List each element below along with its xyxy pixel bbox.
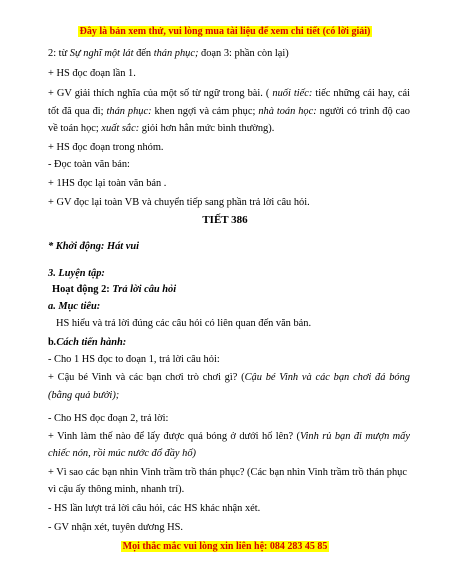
header-banner: Đây là bản xem thử, vui lòng mua tài liệu để xem chi tiết (có lời giải) — [79, 26, 371, 37]
lesson-heading: TIẾT 386 — [202, 214, 248, 226]
line-students-answer: - HS lần lượt trả lời câu hỏi, các HS khác nhận xét. — [48, 503, 261, 514]
answer-1: (bằng quả bưởi); — [48, 390, 120, 401]
line-vocab-2: tốt đã qua đi; thán phục: khen ngợi và cảm phục; nhà toán học: người có trình độ cao — [48, 106, 411, 117]
goal-text: HS hiểu và trả lời đúng các câu hỏi có liên quan đến văn bản. — [56, 318, 312, 329]
line-hs-reread: + 1HS đọc lại toàn văn bản . — [48, 178, 167, 189]
line-vocab-3: về toán học; xuất sắc: giỏi hơn hẳn mức bình thường). — [48, 123, 275, 134]
line-group-reading: + HS đọc đoạn trong nhóm. — [48, 142, 164, 153]
line-full-text: - Đọc toàn văn bản: — [48, 159, 130, 170]
activity-heading: Hoạt động 2: Trả lời câu hỏi — [52, 284, 177, 295]
line-teacher-praise: - GV nhận xét, tuyên dương HS. — [48, 522, 184, 533]
footer-banner: Mọi thắc mắc vui lòng xin liên hệ: 084 283 45 85 — [122, 541, 328, 552]
answer-3: vì cậu ấy thông minh, nhanh trí). — [48, 484, 185, 495]
question-2: + Vinh làm thế nào để lấy được quả bóng ở dưới hố lên? (Vinh rủ bạn đi mượn mấy — [48, 431, 410, 442]
line-vocab-intro: + GV giải thích nghĩa của một số từ ngữ trong bài. ( nuối tiếc: tiếc những cái hay, cái — [48, 88, 411, 99]
warmup-heading: * Khởi động: Hát vui — [48, 241, 140, 252]
line-gv-reread: + GV đọc lại toàn VB và chuyển tiếp sang phần trả lời câu hỏi. — [48, 197, 310, 208]
practice-heading: 3. Luyện tập: — [48, 268, 105, 279]
goal-heading: a. Mục tiêu: — [48, 301, 101, 312]
line-read-para1: - Cho 1 HS đọc to đoạn 1, trả lời câu hỏi: — [48, 354, 220, 365]
question-1: + Cậu bé Vinh và các bạn chơi trò chơi gì? (Cậu bé Vinh và các bạn chơi đá bóng — [48, 372, 410, 383]
question-3: + Vì sao các bạn nhìn Vinh trầm trồ thán phục? (Các bạn nhìn Vinh trầm trồ thán phục — [48, 467, 407, 478]
line-read-round1: + HS đọc đoạn lần 1. — [48, 68, 136, 79]
line-parts: 2: từ Sự nghĩ một lát đến thán phục; đoạn 3: phần còn lại) — [48, 48, 289, 59]
line-read-para2: - Cho HS đọc đoạn 2, trả lời: — [48, 413, 169, 424]
method-heading: b.Cách tiến hành: — [48, 337, 127, 348]
answer-2: chiếc nón, rồi múc nước đổ đầy hố) — [48, 448, 196, 459]
